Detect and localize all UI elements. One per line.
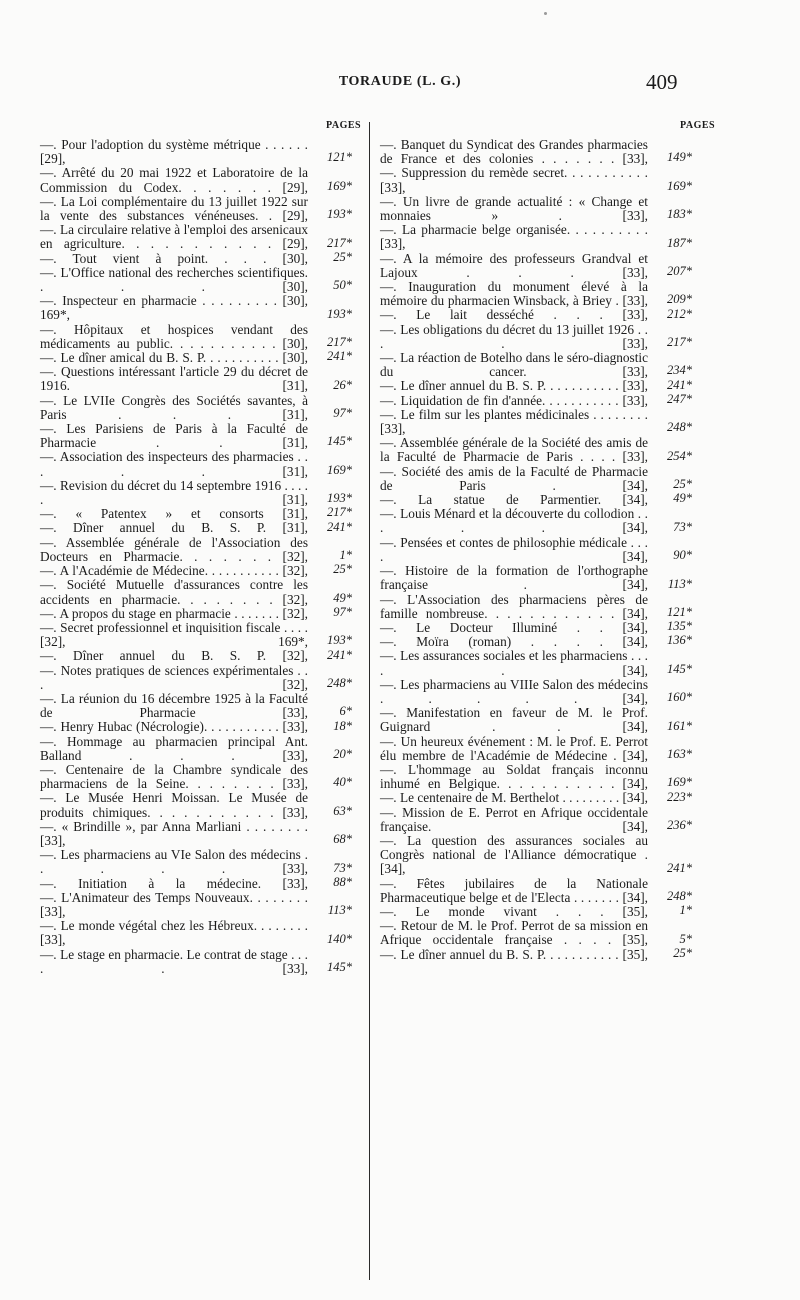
entry-title: —. Revision du décret du 14 septembre 1916 . . . . . [31],: [40, 477, 308, 508]
entry-page-ref: 187*: [667, 235, 692, 250]
entry-page-ref: 217*: [327, 235, 352, 250]
entry-title: —. La pharmacie belge organisée. . . . . . . . . . [33],: [380, 222, 648, 252]
entry-page-ref: 193*: [327, 306, 352, 321]
index-entry: [40, 266, 352, 294]
entry-page-ref: 247*: [667, 391, 692, 406]
index-entry: [40, 323, 352, 351]
entry-page-ref: 193*: [327, 633, 352, 648]
index-entry: [40, 138, 352, 166]
entry-page-ref: 25*: [673, 477, 692, 492]
entry-page-ref: 1*: [679, 903, 692, 918]
entry-page-ref: 149*: [667, 150, 692, 165]
entry-title: —. L'Animateur des Temps Nouveaux. . . . . . . . [33],: [40, 889, 308, 919]
entry-page-ref: 88*: [333, 874, 352, 889]
entry-title: —. Société Mutuelle d'assurances contre les accidents en pharmacie. . . . . . . . [32],: [40, 577, 308, 607]
entry-page-ref: 169*: [327, 462, 352, 477]
entry-title: —. A l'Académie de Médecine. . . . . . . . . . . [32],: [40, 563, 308, 579]
index-entry: [380, 564, 692, 592]
entry-page-ref: 169*: [667, 178, 692, 193]
entry-page-ref: 207*: [667, 264, 692, 279]
index-entry: [380, 323, 692, 351]
index-entry: [40, 564, 352, 578]
index-entry: [380, 379, 692, 393]
index-entry: [40, 422, 352, 450]
index-entry: [380, 791, 692, 805]
entry-page-ref: 145*: [327, 434, 352, 449]
entry-title: —. Questions intéressant l'article 29 du décret de 1916. [31],: [40, 364, 308, 394]
index-entry: [40, 394, 352, 422]
entry-title: —. Suppression du remède secret. . . . . . . . . . . [33],: [380, 165, 648, 195]
entry-title: —. A la mémoire des professeurs Grandval et Lajoux . . . [33],: [380, 250, 648, 280]
entry-title: —. La circulaire relative à l'emploi des arsenicaux en agriculture. . . . . . . . . . . [29],: [40, 222, 308, 252]
index-entry: [40, 848, 352, 876]
entry-page-ref: 193*: [327, 491, 352, 506]
index-entry: [40, 820, 352, 848]
entry-page-ref: 254*: [667, 448, 692, 463]
entry-page-ref: 217*: [667, 335, 692, 350]
entry-page-ref: 217*: [327, 335, 352, 350]
index-entry: [380, 493, 692, 507]
entry-page-ref: 73*: [673, 519, 692, 534]
entry-page-ref: 135*: [667, 619, 692, 634]
entry-title: —. Les pharmaciens au VIIIe Salon des médecins . . . . . [34],: [380, 676, 648, 706]
index-entry: [380, 834, 692, 877]
entry-title: —. Mission de E. Perrot en Afrique occidentale française. [34],: [380, 804, 648, 834]
entry-title: —. Retour de M. le Prof. Perrot de sa mission en Afrique occidentale française . . . . [35],: [380, 918, 648, 948]
index-entry: [40, 621, 352, 649]
index-entry: [40, 578, 352, 606]
entry-page-ref: 49*: [333, 590, 352, 605]
index-entry: [40, 450, 352, 478]
entry-title: —. Société des amis de la Faculté de Pharmacie de Paris . [34],: [380, 463, 648, 493]
entry-title: —. « Brindille », par Anna Marliani . . . . . . . . [33],: [40, 818, 308, 848]
entry-page-ref: 169*: [327, 178, 352, 193]
entry-page-ref: 236*: [667, 817, 692, 832]
entry-page-ref: 63*: [333, 803, 352, 818]
entry-title: —. Histoire de la formation de l'orthographe française . [34],: [380, 563, 648, 593]
entry-title: —. Pour l'adoption du système métrique . . . . . . [29],: [40, 137, 308, 167]
entry-page-ref: 6*: [339, 704, 352, 719]
entry-title: —. Le dîner annuel du B. S. P. . . . . . . . . . . [35],: [380, 946, 648, 962]
page-number: 409: [646, 70, 678, 94]
entry-title: —. La réunion du 16 décembre 1925 à la Faculté de Pharmacie [33],: [40, 690, 308, 721]
index-entry: [40, 351, 352, 365]
entry-title: —. Le LVIIe Congrès des Sociétés savantes, à Paris . . . [31],: [40, 392, 308, 422]
pages-column-label-right: PAGES: [680, 120, 716, 131]
index-entry: [40, 166, 352, 194]
entry-title: —. Les obligations du décret du 13 juillet 1926 . . . . [33],: [380, 321, 648, 351]
entry-title: —. Centenaire de la Chambre syndicale des pharmaciens de la Seine. . . . . . . . [33],: [40, 761, 308, 792]
entry-page-ref: 248*: [667, 888, 692, 903]
entry-page-ref: 212*: [667, 306, 692, 321]
index-entry: [380, 223, 692, 251]
entry-title: —. Le monde végétal chez les Hébreux. . . . . . . . [33],: [40, 918, 308, 948]
entry-page-ref: 241*: [327, 519, 352, 534]
index-entry: [40, 791, 352, 819]
index-entry: [380, 635, 692, 649]
entry-title: —. Dîner annuel du B. S. P. [32],: [40, 648, 308, 664]
entry-page-ref: 20*: [333, 746, 352, 761]
entry-title: —. Un livre de grande actualité : « Change et monnaies » . [33],: [380, 193, 648, 224]
entry-title: —. L'hommage au Soldat français inconnu inhumé en Belgique. . . . . . . . . . . [34],: [380, 761, 648, 792]
entry-page-ref: 163*: [667, 746, 692, 761]
index-entry: [40, 521, 352, 535]
entry-page-ref: 5*: [679, 931, 692, 946]
entry-page-ref: 145*: [327, 959, 352, 974]
index-entry: [40, 604, 352, 621]
entry-page-ref: 113*: [667, 576, 692, 591]
entry-title: —. Moïra (roman) . . . . [34],: [380, 634, 648, 650]
index-entry: [380, 280, 692, 308]
entry-title: —. La Loi complémentaire du 13 juillet 1922 sur la vente des substances vénéneuses. . [29],: [40, 193, 308, 224]
index-entry: [380, 195, 692, 223]
entry-title: —. Hôpitaux et hospices vendant des médicaments au public. . . . . . . . . . . [30],: [40, 321, 308, 351]
entry-page-ref: 241*: [667, 377, 692, 392]
entry-title: —. Banquet du Syndicat des Grandes pharmacies de France et des colonies . . . . . . . [33],: [380, 137, 648, 167]
entry-page-ref: 1*: [339, 548, 352, 563]
running-head: TORAUDE (L. G.): [338, 74, 462, 89]
entry-title: —. Les assurances sociales et les pharmaciens . . . . . [34],: [380, 648, 648, 678]
entry-title: —. Fêtes jubilaires de la Nationale Pharmaceutique belge et de l'Electa . . . . . . . [34],: [380, 875, 648, 905]
index-entry: [380, 351, 692, 379]
index-entry: [40, 874, 352, 891]
entry-page-ref: 160*: [667, 690, 692, 705]
index-entry: [40, 891, 352, 919]
entry-title: —. « Patentex » et consorts [31],: [40, 506, 308, 522]
entry-title: —. Assemblée générale de l'Association des Docteurs en Pharmacie. . . . . . . [32],: [40, 534, 308, 564]
entry-title: —. Le Musée Henri Moissan. Le Musée de produits chimiques. . . . . . . . . . . [33],: [40, 790, 308, 820]
index-entry: [40, 365, 352, 393]
index-entry: [40, 479, 352, 507]
entry-page-ref: 193*: [327, 207, 352, 222]
entry-title: —. Association des inspecteurs des pharmacies . . . . . [31],: [40, 449, 308, 479]
entry-page-ref: 169*: [667, 775, 692, 790]
entry-title: —. A propos du stage en pharmacie . . . . . . . [32],: [40, 605, 308, 621]
entry-page-ref: 248*: [327, 675, 352, 690]
index-entry: [380, 763, 692, 791]
index-entry: [380, 649, 692, 677]
right-column: [380, 138, 692, 962]
entry-title: —. Le dîner annuel du B. S. P. . . . . . . . . . . [33],: [380, 378, 648, 394]
entry-title: —. Arrêté du 20 mai 1922 et Laboratoire de la Commission du Codex. . . . . . . [29],: [40, 165, 308, 195]
entry-title: —. Pensées et contes de philosophie médicale . . . . [34],: [380, 534, 648, 564]
index-entry: [40, 692, 352, 720]
index-entry: [40, 664, 352, 692]
index-entry: [380, 945, 692, 962]
entry-title: —. Dîner annuel du B. S. P. [31],: [40, 520, 308, 536]
entry-title: —. Assemblée générale de la Société des amis de la Faculté de Pharmacie de Paris . . . . [33],: [380, 435, 648, 465]
entry-title: —. Le film sur les plantes médicinales . . . . . . . . [33],: [380, 406, 648, 437]
entry-title: —. Le dîner amical du B. S. P. . . . . . . . . . . [30],: [40, 350, 308, 366]
entry-title: —. Henry Hubac (Nécrologie). . . . . . . . . . . [33],: [40, 719, 308, 735]
entry-title: —. Initiation à la médecine. [33],: [40, 875, 308, 891]
index-entry: [40, 720, 352, 734]
scan-speck: [544, 12, 547, 15]
entry-page-ref: 18*: [333, 718, 352, 733]
entry-page-ref: 49*: [673, 491, 692, 506]
index-entry: [40, 735, 352, 763]
entry-page-ref: 40*: [333, 775, 352, 790]
pages-column-label-left: PAGES: [326, 120, 362, 131]
entry-title: —. Secret professionnel et inquisition fiscale . . . . [32], 169*,: [40, 619, 308, 650]
entry-title: —. Les Parisiens de Paris à la Faculté de Pharmacie . . [31],: [40, 421, 308, 451]
index-entry: [40, 249, 352, 266]
index-entry: [380, 678, 692, 706]
entry-title: —. Le centenaire de M. Berthelot . . . . . . . . . [34],: [380, 790, 648, 806]
entry-page-ref: 241*: [667, 860, 692, 875]
entry-page-ref: 234*: [667, 363, 692, 378]
index-entry: [40, 223, 352, 251]
entry-title: —. La statue de Parmentier. [34],: [380, 492, 648, 508]
index-entry: [380, 166, 692, 194]
entry-page-ref: 121*: [667, 604, 692, 619]
entry-page-ref: 25*: [673, 945, 692, 960]
entry-title: —. Liquidation de fin d'année. . . . . . . . . . . [33],: [380, 392, 648, 408]
entry-title: —. Manifestation en faveur de M. le Prof. Guignard . . [34],: [380, 705, 648, 735]
index-entry: [40, 195, 352, 223]
index-entry: [40, 763, 352, 791]
entry-title: —. Un heureux événement : M. le Prof. E. Perrot élu membre de l'Académie de Médecine . [34],: [380, 733, 648, 763]
entry-title: —. Inspecteur en pharmacie . . . . . . . . . [30], 169*,: [40, 293, 308, 323]
entry-page-ref: 161*: [667, 718, 692, 733]
entry-page-ref: 113*: [327, 903, 352, 918]
entry-page-ref: 50*: [333, 278, 352, 293]
entry-title: —. Louis Ménard et la découverte du collodion . . . . . [34],: [380, 506, 648, 536]
index-entry: [40, 536, 352, 564]
entry-title: —. Hommage au pharmacien principal Ant. Balland . . . [33],: [40, 733, 308, 763]
entry-title: —. L'Office national des recherches scientifiques. . . . [30],: [40, 264, 308, 295]
entry-page-ref: 241*: [327, 349, 352, 364]
left-column: [40, 138, 352, 976]
entry-page-ref: 209*: [667, 292, 692, 307]
entry-title: —. La question des assurances sociales au Congrès national de l'Alliance démocratique . [34],: [380, 832, 648, 877]
index-entry: [380, 706, 692, 734]
entry-page-ref: 145*: [667, 661, 692, 676]
index-entry: [40, 948, 352, 976]
entry-page-ref: 25*: [333, 249, 352, 264]
entry-page-ref: 183*: [667, 207, 692, 222]
index-entry: [380, 905, 692, 919]
entry-title: —. L'Association des pharmaciens pères de famille nombreuse. . . . . . . . . . . . [34],: [380, 591, 648, 621]
entry-title: —. Le Docteur Illuminé . . [34],: [380, 619, 648, 635]
entry-page-ref: 248*: [667, 420, 692, 435]
entry-page-ref: 223*: [667, 789, 692, 804]
index-entry: [380, 621, 692, 635]
index-entry: [380, 536, 692, 564]
entry-title: —. La réaction de Botelho dans le séro-diagnostic du cancer. [33],: [380, 350, 648, 380]
entry-page-ref: 241*: [327, 647, 352, 662]
entry-page-ref: 26*: [333, 377, 352, 392]
index-entry: [380, 877, 692, 905]
entry-page-ref: 90*: [673, 548, 692, 563]
index-entry: [40, 507, 352, 521]
entry-title: —. Tout vient à point. . . . [30],: [40, 250, 308, 266]
index-entry: [40, 294, 352, 322]
index-entry: [380, 138, 692, 166]
index-entry: [40, 649, 352, 663]
entry-page-ref: 97*: [333, 406, 352, 421]
entry-page-ref: 97*: [333, 604, 352, 619]
entry-page-ref: 73*: [333, 860, 352, 875]
index-entry: [380, 391, 692, 408]
entry-title: —. Les pharmaciens au VIe Salon des médecins . . . . . [33],: [40, 847, 308, 877]
entry-page-ref: 217*: [327, 505, 352, 520]
entry-page-ref: 121*: [327, 150, 352, 165]
index-entry: [380, 465, 692, 493]
index-entry: [380, 252, 692, 280]
entry-title: —. Le monde vivant . . . [35],: [380, 903, 648, 919]
index-entry: [380, 308, 692, 322]
index-entry: [380, 593, 692, 621]
entry-page-ref: 68*: [333, 832, 352, 847]
entry-title: —. Notes pratiques de sciences expérimentales . . . [32],: [40, 662, 308, 692]
entry-title: —. Le stage en pharmacie. Le contrat de stage . . . . . [33],: [40, 946, 308, 976]
index-entry: [380, 735, 692, 763]
index-entry: [380, 806, 692, 834]
index-entry: [40, 919, 352, 947]
index-entry: [380, 507, 692, 535]
entry-title: —. Inauguration du monument élevé à la mémoire du pharmacien Winsback, à Briey . [33],: [380, 279, 648, 309]
entry-page-ref: 25*: [333, 562, 352, 577]
index-entry: [380, 436, 692, 464]
column-divider: [369, 122, 370, 1280]
index-entry: [380, 408, 692, 436]
entry-page-ref: 140*: [327, 931, 352, 946]
entry-title: —. Le lait desséché . . . [33],: [380, 307, 648, 323]
entry-page-ref: 136*: [667, 633, 692, 648]
index-entry: [380, 919, 692, 947]
